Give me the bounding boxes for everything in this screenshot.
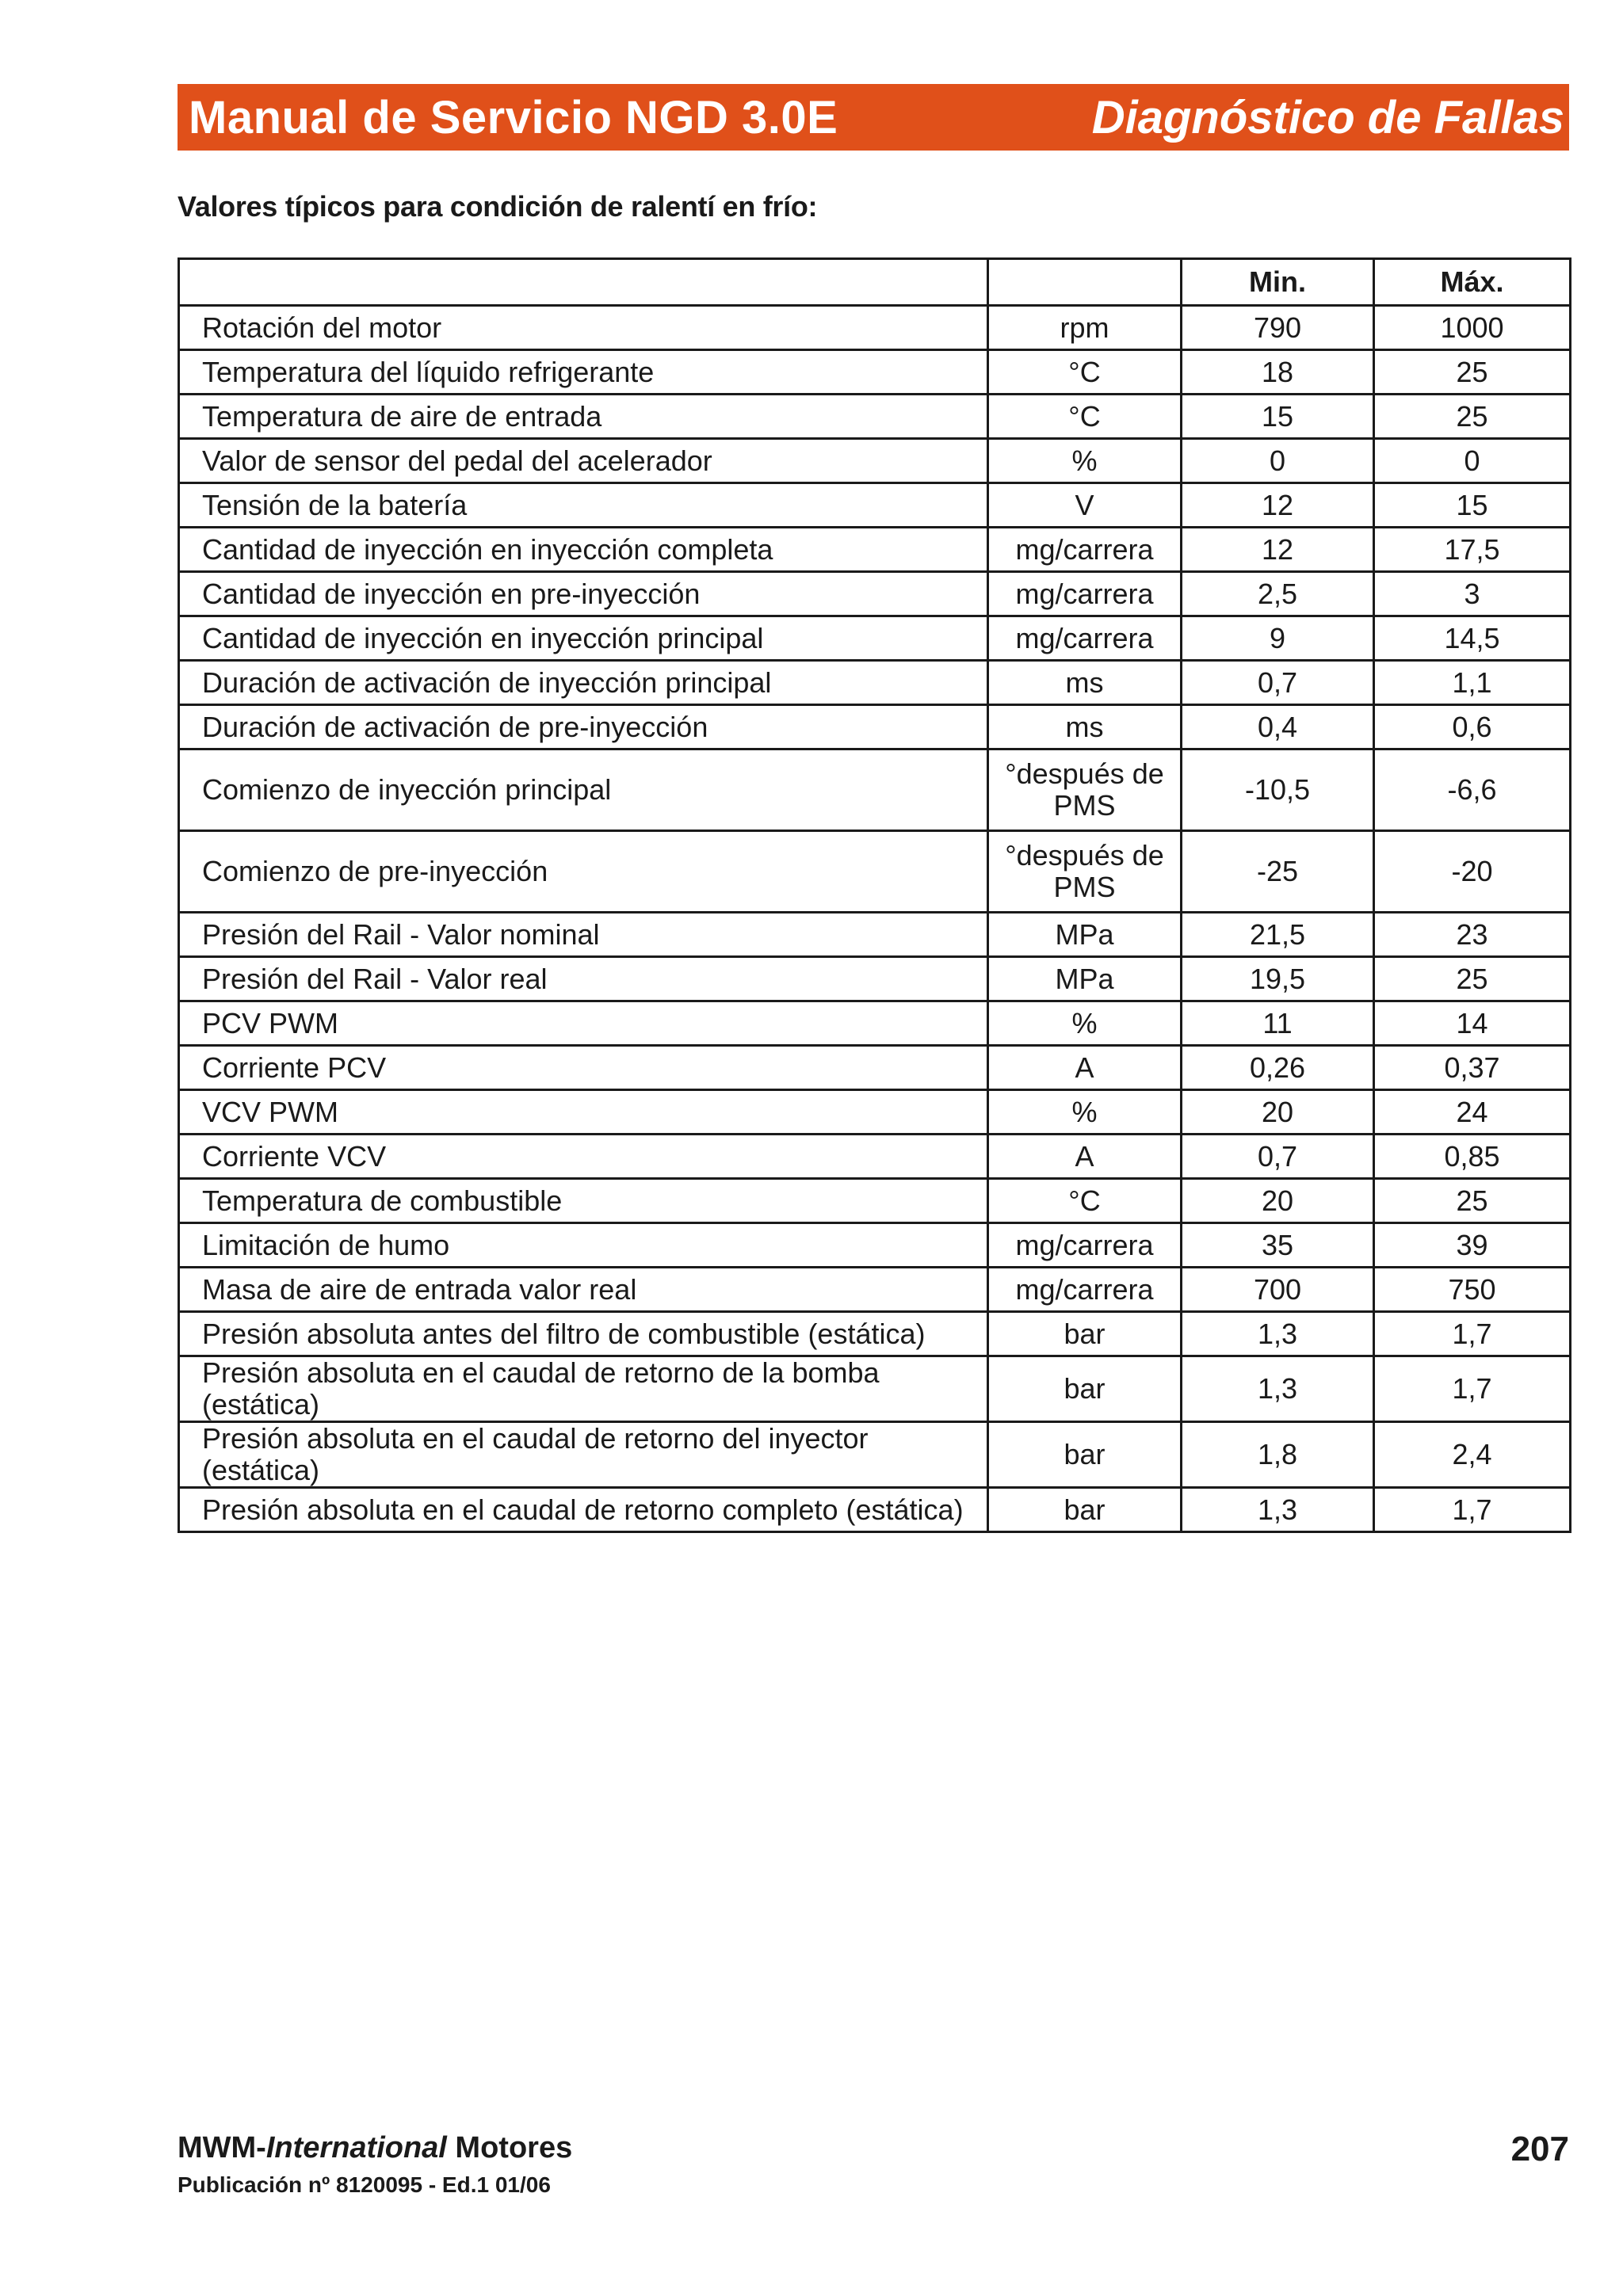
table-row [179,1356,1571,1422]
param-cell: Presión del Rail - Valor nominal [179,913,988,957]
unit-cell: A [988,1135,1182,1179]
unit-cell: % [988,1001,1182,1046]
unit-cell: MPa [988,913,1182,957]
min-cell: 1,3 [1182,1488,1374,1532]
table-row [179,1223,1571,1268]
param-cell: Presión del Rail - Valor real [179,957,988,1001]
table-row [179,528,1571,572]
param-cell: Cantidad de inyección en inyección principal [179,616,988,661]
min-cell: 790 [1182,306,1374,350]
param-cell: Comienzo de inyección principal [179,749,988,831]
min-cell: 0 [1182,439,1374,483]
unit-cell: bar [988,1356,1182,1422]
unit-cell: rpm [988,306,1182,350]
publication-number: Publicación nº 8120095 - Ed.1 01/06 [178,2172,551,2197]
min-cell: 20 [1182,1090,1374,1135]
header-bar [178,84,1569,151]
max-cell: 0,6 [1374,705,1571,749]
max-cell: -6,6 [1374,749,1571,831]
min-cell: 700 [1182,1268,1374,1312]
unit-cell: % [988,1090,1182,1135]
param-cell: Valor de sensor del pedal del acelerador [179,439,988,483]
max-cell: 14 [1374,1001,1571,1046]
unit-cell: ms [988,661,1182,705]
table-row [179,661,1571,705]
min-cell: 20 [1182,1179,1374,1223]
param-cell: Cantidad de inyección en pre-inyección [179,572,988,616]
param-cell: Presión absoluta antes del filtro de combustible (estática) [179,1312,988,1356]
table-row [179,1422,1571,1488]
max-cell: 750 [1374,1268,1571,1312]
param-cell: Rotación del motor [179,306,988,350]
param-cell: Temperatura del líquido refrigerante [179,350,988,395]
table-row [179,913,1571,957]
min-cell: 1,8 [1182,1422,1374,1488]
param-cell: Presión absoluta en el caudal de retorno del inyector (estática) [179,1422,988,1488]
param-cell: PCV PWM [179,1001,988,1046]
min-cell: -10,5 [1182,749,1374,831]
max-cell: 0 [1374,439,1571,483]
brand-suffix: Motores [446,2131,573,2164]
param-cell: Corriente PCV [179,1046,988,1090]
param-cell: Tensión de la batería [179,483,988,528]
max-cell: 17,5 [1374,528,1571,572]
manual-title: Manual de Servicio NGD 3.0E [189,91,838,143]
max-cell: 0,85 [1374,1135,1571,1179]
min-cell: 0,26 [1182,1046,1374,1090]
table-body [179,306,1571,1532]
table-row [179,1090,1571,1135]
min-cell: -25 [1182,831,1374,913]
max-cell: 25 [1374,350,1571,395]
header-parameter [179,259,988,306]
table-row [179,572,1571,616]
param-cell: Duración de activación de inyección principal [179,661,988,705]
unit-cell: MPa [988,957,1182,1001]
min-cell: 0,4 [1182,705,1374,749]
max-cell: 1,7 [1374,1488,1571,1532]
param-cell: VCV PWM [179,1090,988,1135]
table-row [179,705,1571,749]
table-caption: Valores típicos para condición de ralentí en frío: [178,190,818,223]
min-cell: 1,3 [1182,1356,1374,1422]
param-cell: Presión absoluta en el caudal de retorno de la bomba (estática) [179,1356,988,1422]
table-row [179,439,1571,483]
header-unit [988,259,1182,306]
min-cell: 9 [1182,616,1374,661]
unit-cell: °C [988,395,1182,439]
page-number: 207 [1510,2130,1569,2168]
unit-cell: % [988,439,1182,483]
max-cell: 1,7 [1374,1356,1571,1422]
param-cell: Temperatura de aire de entrada [179,395,988,439]
max-cell: 23 [1374,913,1571,957]
unit-cell: mg/carrera [988,528,1182,572]
max-cell: -20 [1374,831,1571,913]
param-cell: Limitación de humo [179,1223,988,1268]
min-cell: 15 [1182,395,1374,439]
min-cell: 12 [1182,483,1374,528]
table-row [179,1001,1571,1046]
unit-cell: mg/carrera [988,616,1182,661]
table-row [179,306,1571,350]
unit-cell: °después de PMS [988,831,1182,913]
param-cell: Cantidad de inyección en inyección completa [179,528,988,572]
table-row [179,616,1571,661]
table-row [179,1046,1571,1090]
max-cell: 1000 [1374,306,1571,350]
max-cell: 1,7 [1374,1312,1571,1356]
brand-prefix: MWM- [178,2131,266,2164]
table-row [179,957,1571,1001]
unit-cell: bar [988,1488,1182,1532]
header-max: Máx. [1374,259,1571,306]
min-cell: 18 [1182,350,1374,395]
unit-cell: ms [988,705,1182,749]
footer-brand [178,2131,572,2165]
min-cell: 21,5 [1182,913,1374,957]
unit-cell: mg/carrera [988,1223,1182,1268]
min-cell: 35 [1182,1223,1374,1268]
table-row [179,1488,1571,1532]
unit-cell: bar [988,1312,1182,1356]
table-row [179,749,1571,831]
param-cell: Masa de aire de entrada valor real [179,1268,988,1312]
max-cell: 25 [1374,957,1571,1001]
min-cell: 1,3 [1182,1312,1374,1356]
min-cell: 11 [1182,1001,1374,1046]
table-row [179,1179,1571,1223]
table-row [179,350,1571,395]
max-cell: 0,37 [1374,1046,1571,1090]
max-cell: 2,4 [1374,1422,1571,1488]
unit-cell: °C [988,1179,1182,1223]
param-cell: Corriente VCV [179,1135,988,1179]
table-row [179,1268,1571,1312]
max-cell: 39 [1374,1223,1571,1268]
table-row [179,483,1571,528]
header-min: Min. [1182,259,1374,306]
max-cell: 14,5 [1374,616,1571,661]
unit-cell: mg/carrera [988,572,1182,616]
idle-values-table [178,257,1571,1533]
unit-cell: bar [988,1422,1182,1488]
max-cell: 15 [1374,483,1571,528]
min-cell: 19,5 [1182,957,1374,1001]
max-cell: 3 [1374,572,1571,616]
table-row [179,1135,1571,1179]
min-cell: 12 [1182,528,1374,572]
table-row [179,1312,1571,1356]
max-cell: 25 [1374,395,1571,439]
min-cell: 0,7 [1182,661,1374,705]
section-title: Diagnóstico de Fallas [1091,91,1564,143]
unit-cell: °después de PMS [988,749,1182,831]
unit-cell: °C [988,350,1182,395]
max-cell: 25 [1374,1179,1571,1223]
param-cell: Presión absoluta en el caudal de retorno completo (estática) [179,1488,988,1532]
param-cell: Comienzo de pre-inyección [179,831,988,913]
unit-cell: V [988,483,1182,528]
max-cell: 1,1 [1374,661,1571,705]
min-cell: 2,5 [1182,572,1374,616]
table-row [179,395,1571,439]
unit-cell: mg/carrera [988,1268,1182,1312]
unit-cell: A [988,1046,1182,1090]
table-header-row [179,259,1571,306]
table-row [179,831,1571,913]
brand-italic: International [265,2131,447,2164]
param-cell: Temperatura de combustible [179,1179,988,1223]
min-cell: 0,7 [1182,1135,1374,1179]
max-cell: 24 [1374,1090,1571,1135]
param-cell: Duración de activación de pre-inyección [179,705,988,749]
